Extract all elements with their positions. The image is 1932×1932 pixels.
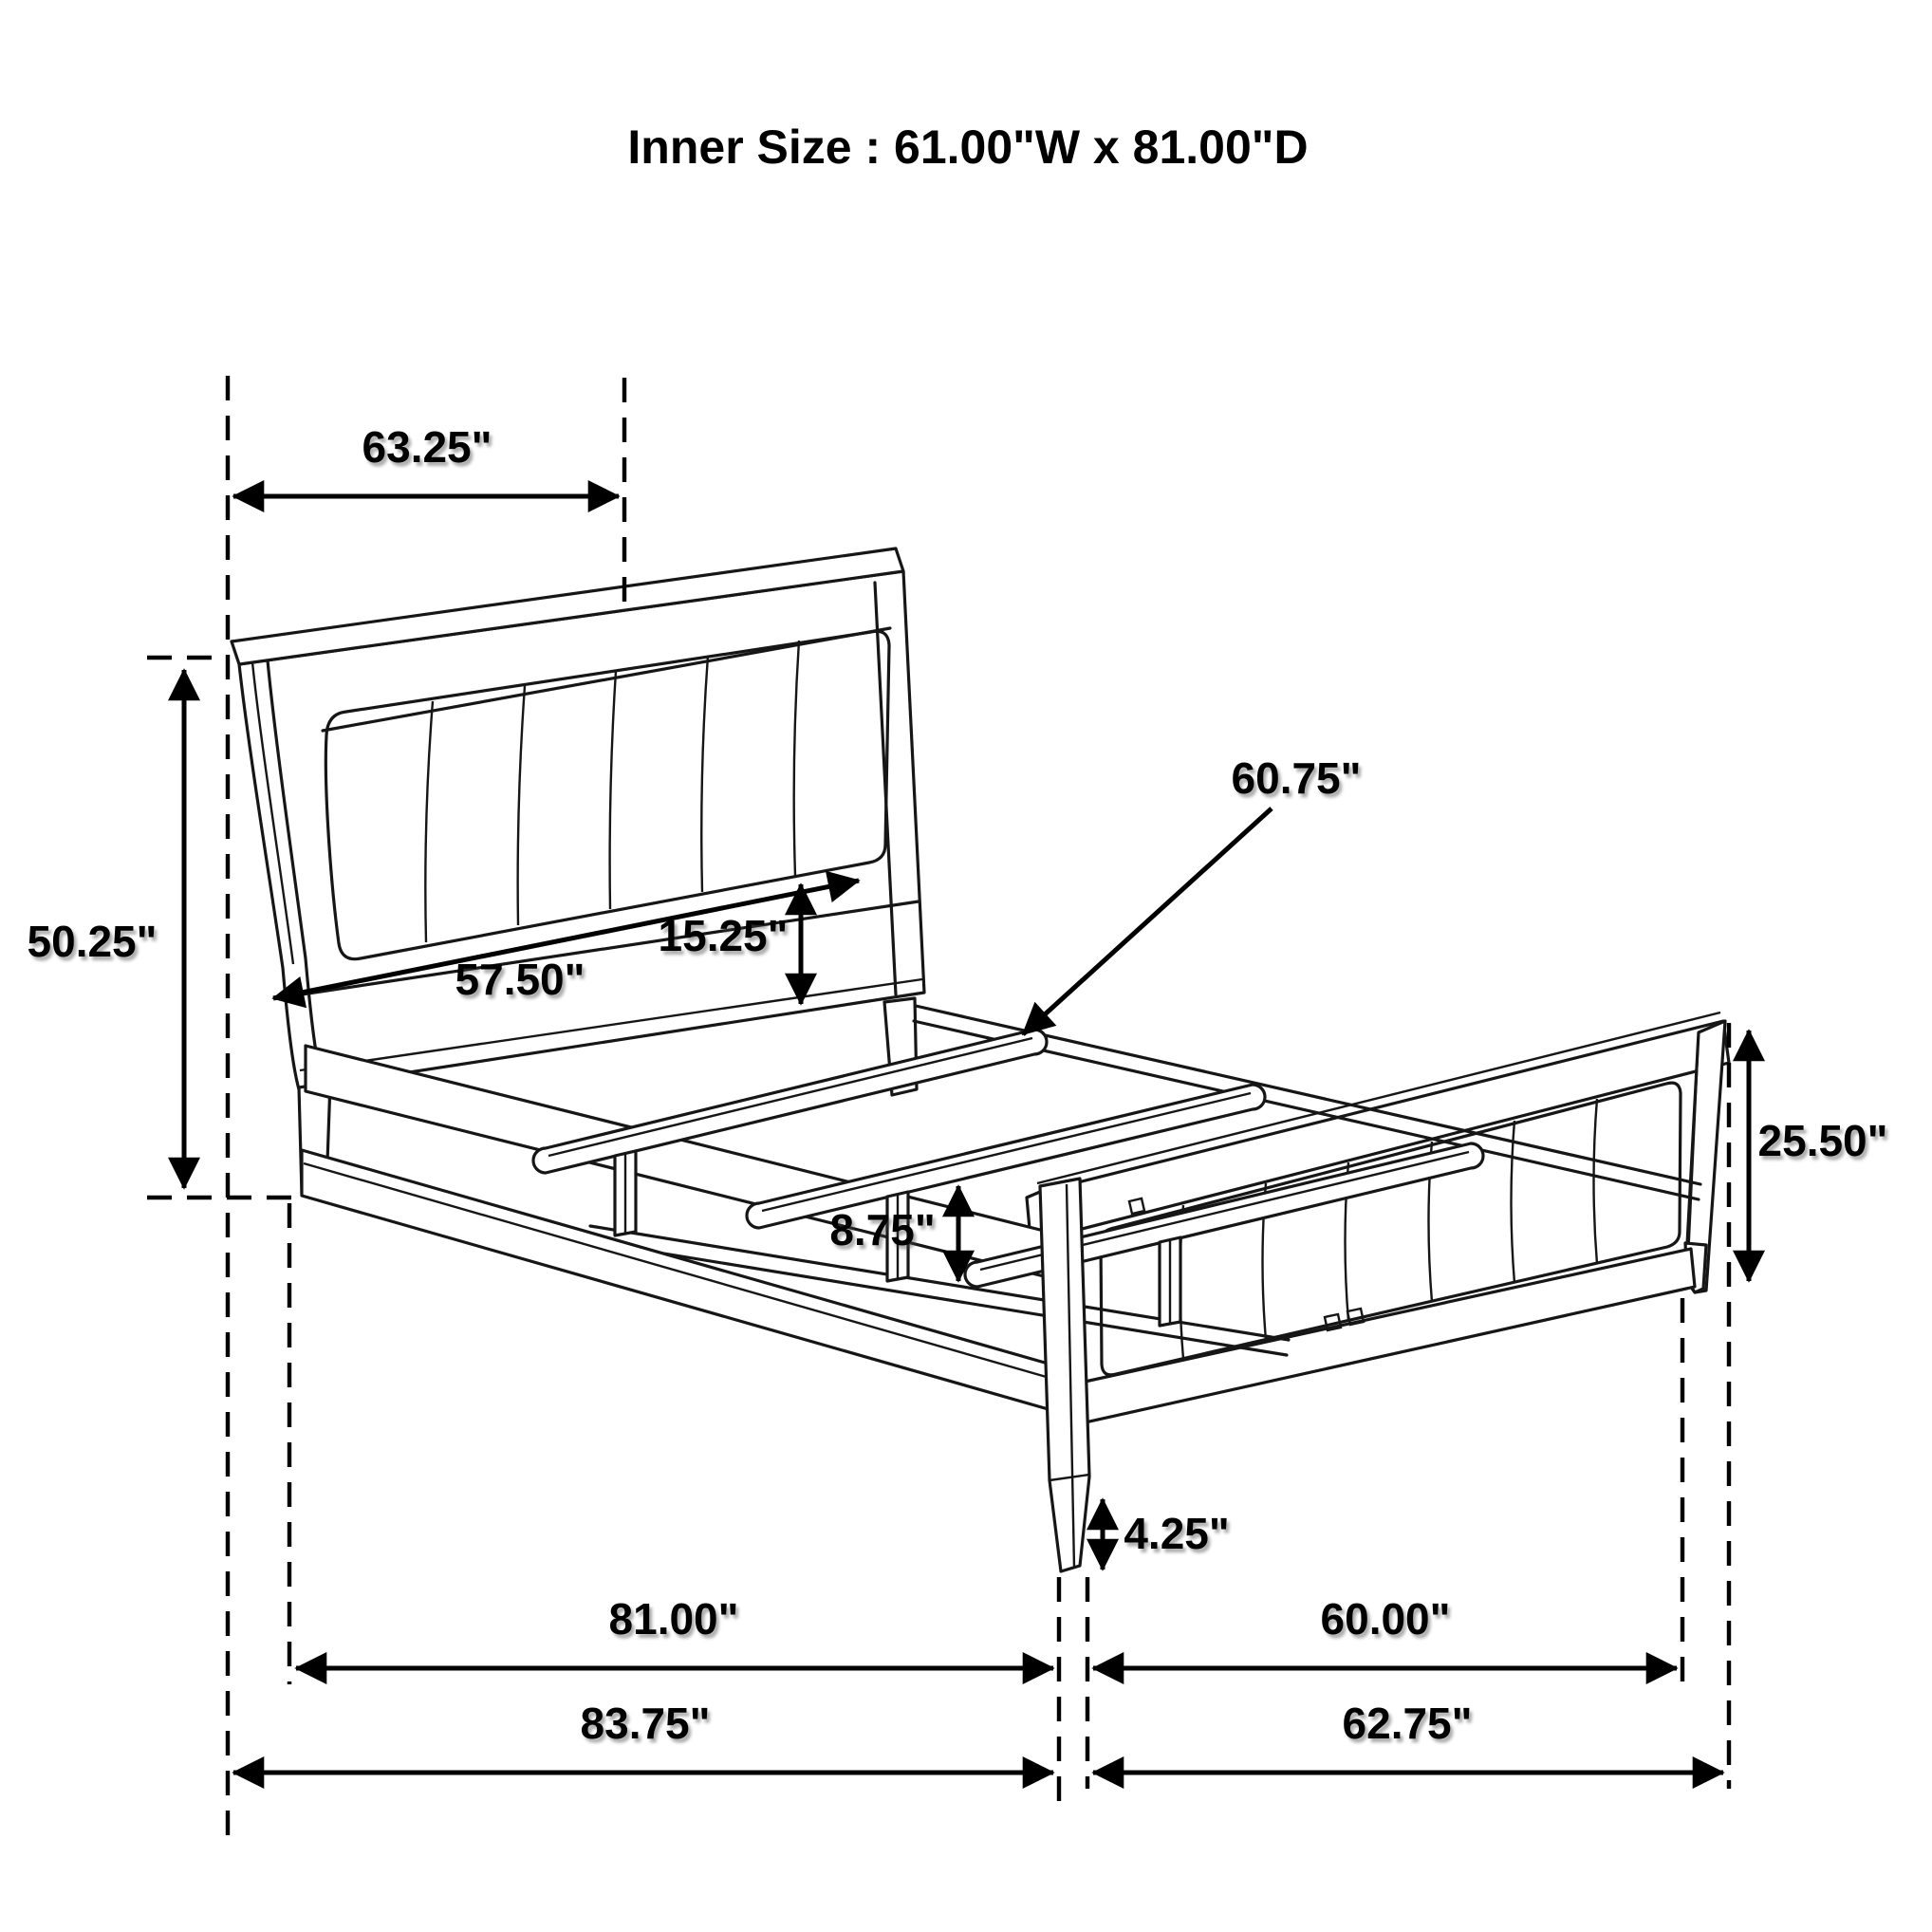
bed-frame-drawing <box>232 548 1729 1571</box>
dim-headboard-height <box>28 670 184 1188</box>
footboard-channel-5 <box>1512 1121 1515 1283</box>
slat-1-face <box>548 1038 1032 1156</box>
dim-headboard-panel-height-label: 15.25" <box>658 911 789 960</box>
dim-footboard-inner-width-label: 60.00" <box>1320 1594 1451 1644</box>
footboard <box>1027 1012 1729 1425</box>
dim-footboard-foot-height <box>1103 1499 1230 1570</box>
dim-slat-length <box>1023 753 1361 1034</box>
near-side-rail-face <box>304 1163 1050 1378</box>
dim-footboard-inner-width <box>1093 1594 1677 1668</box>
dim-frame-inner-length <box>296 1594 1053 1668</box>
dim-headboard-inner-width-label: 57.50" <box>455 955 585 1004</box>
dim-frame-outer-length-label: 83.75" <box>580 1699 711 1748</box>
footboard-front-post <box>1040 1179 1089 1571</box>
footboard-channel-6 <box>1594 1099 1598 1264</box>
dim-frame-outer-length <box>233 1699 1053 1773</box>
dim-headboard-height-label: 50.25" <box>27 917 158 966</box>
dim-headboard-width <box>233 422 619 496</box>
dim-footboard-outer-width-label: 62.75" <box>1342 1699 1473 1748</box>
diagram-title: Inner Size : 61.00"W x 81.00"D <box>627 121 1309 174</box>
dim-frame-inner-length-label: 81.00" <box>608 1594 739 1644</box>
dim-slat-length-label: 60.75" <box>1231 753 1362 803</box>
footboard-front-post-body <box>1040 1179 1089 1571</box>
dim-headboard-width-label: 63.25" <box>362 422 492 472</box>
dim-footboard-height <box>1749 1031 1887 1281</box>
dim-footboard-foot-height-label: 4.25" <box>1124 1509 1230 1558</box>
dim-footboard-height-label: 25.50" <box>1757 1116 1888 1165</box>
near-side-rail <box>302 1150 1051 1410</box>
dim-footboard-outer-width <box>1093 1699 1723 1773</box>
dim-slat-leg-height-label: 8.75" <box>829 1205 936 1254</box>
